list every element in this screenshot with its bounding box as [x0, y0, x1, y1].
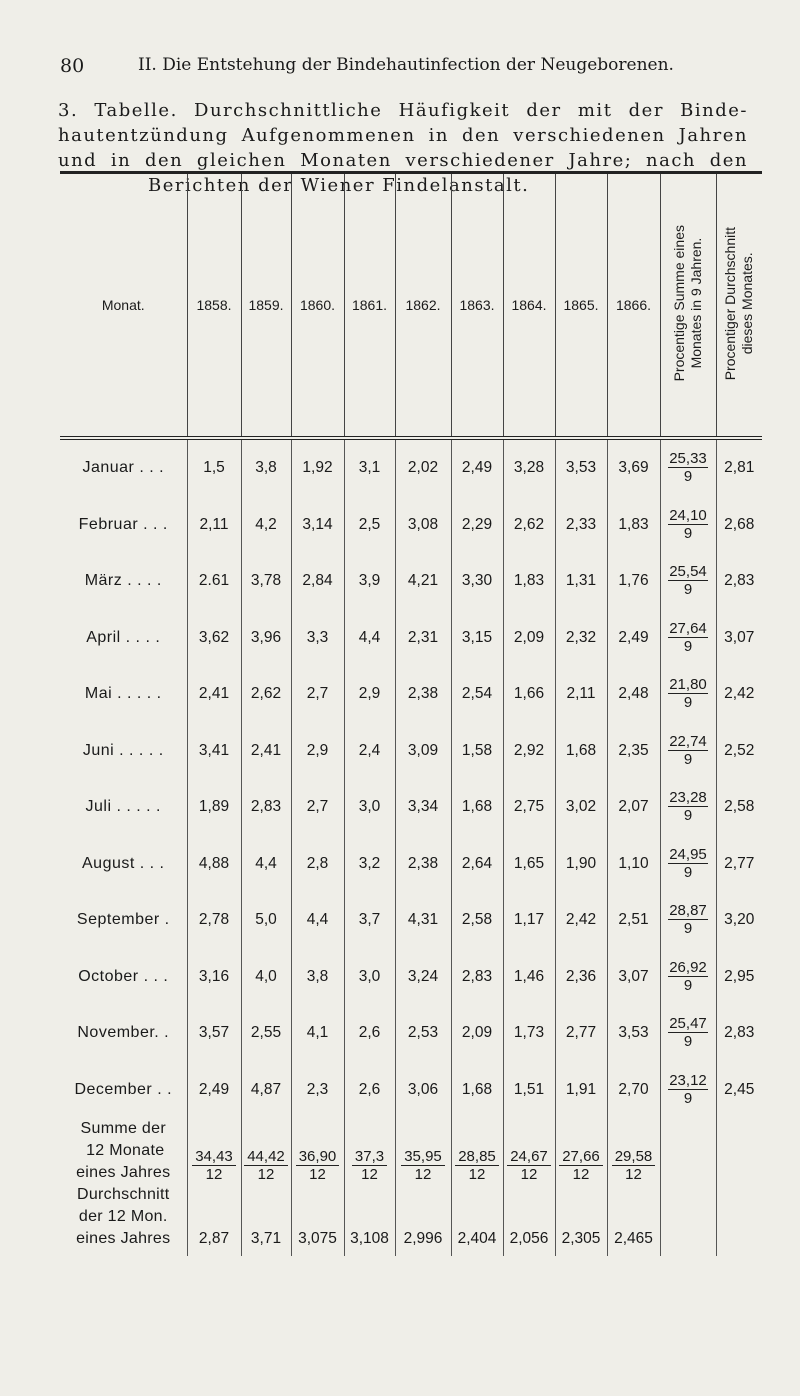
value-cell: 4,21	[395, 553, 451, 610]
value-cell: 2,78	[187, 892, 241, 949]
table-row	[60, 553, 762, 610]
value-cell: 2,41	[241, 723, 291, 780]
sum-fraction-cell	[660, 892, 716, 949]
sum-fraction	[668, 733, 708, 768]
value-cell: 2,8	[291, 836, 344, 893]
header-month-average	[716, 173, 762, 439]
value-cell: 3,0	[344, 779, 395, 836]
value-cell: 4,1	[291, 1005, 344, 1062]
value-cell: 5,0	[241, 892, 291, 949]
value-cell: 3,41	[187, 723, 241, 780]
value-cell: 2,07	[607, 779, 660, 836]
month-average-cell: 2,81	[716, 438, 762, 497]
value-cell: 2,49	[451, 438, 503, 497]
year-sum-cell	[395, 1118, 451, 1184]
value-cell: 4,87	[241, 1062, 291, 1119]
month-label: December . .	[74, 1080, 173, 1098]
value-cell: 1,73	[503, 1005, 555, 1062]
value-cell: 3,06	[395, 1062, 451, 1119]
year-sum-numerator: 36,90	[296, 1148, 340, 1166]
sum-label-line-1: Summe der	[80, 1120, 166, 1137]
sum-fraction-cell	[660, 497, 716, 554]
sum-denominator: 9	[683, 1033, 693, 1051]
sum-fraction	[668, 676, 708, 711]
sum-fraction	[668, 959, 708, 994]
year-sum-fraction	[455, 1148, 499, 1183]
year-sum-denominator: 12	[572, 1166, 590, 1183]
value-cell: 2,29	[451, 497, 503, 554]
year-sum-numerator: 29,58	[612, 1148, 656, 1166]
value-cell: 3,53	[555, 438, 607, 497]
avg-label-line-3: eines Jahres	[76, 1230, 171, 1247]
year-average-cell: 3,71	[241, 1184, 291, 1256]
value-cell: 2,11	[555, 666, 607, 723]
sum-numerator: 28,87	[669, 902, 707, 920]
year-sum-cell	[344, 1118, 395, 1184]
value-cell: 2,38	[395, 666, 451, 723]
value-cell: 1,5	[187, 438, 241, 497]
sum-numerator: 25,33	[669, 450, 707, 468]
month-average-cell: 3,07	[716, 610, 762, 667]
header-year: 1859.	[241, 173, 291, 439]
sum-denominator: 9	[683, 637, 693, 655]
year-sum-fraction	[244, 1148, 288, 1183]
sum-numerator: 24,10	[669, 506, 707, 524]
value-cell: 1,31	[555, 553, 607, 610]
sum-denominator: 9	[683, 581, 693, 599]
caption-line-4: Berichten der Wiener Findelanstalt.	[148, 175, 530, 196]
value-cell: 3,2	[344, 836, 395, 893]
value-cell: 4,4	[344, 610, 395, 667]
table-row	[60, 1005, 762, 1062]
value-cell: 2,38	[395, 836, 451, 893]
value-cell: 1,91	[555, 1062, 607, 1119]
value-cell: 2,84	[291, 553, 344, 610]
sum-denominator: 9	[683, 807, 693, 825]
value-cell: 2,64	[451, 836, 503, 893]
sum-numerator: 21,80	[669, 676, 707, 694]
year-average-cell: 2,87	[187, 1184, 241, 1256]
empty-cell	[660, 1184, 716, 1256]
value-cell: 3,7	[344, 892, 395, 949]
value-cell: 3,0	[344, 949, 395, 1006]
value-cell: 3,8	[291, 949, 344, 1006]
caption-line-2: hautentzündung Aufgenommenen in den verschiedenen Jahren	[58, 125, 748, 146]
value-cell: 2,53	[395, 1005, 451, 1062]
value-cell: 1,83	[503, 553, 555, 610]
year-sum-fraction	[559, 1148, 603, 1183]
year-sum-numerator: 44,42	[244, 1148, 288, 1166]
value-cell: 2,6	[344, 1005, 395, 1062]
month-label: October . . .	[78, 967, 169, 985]
month-label: August . . .	[82, 854, 165, 872]
sum-fraction	[668, 902, 708, 937]
sum-fraction	[668, 620, 708, 655]
year-average-cell: 2,996	[395, 1184, 451, 1256]
value-cell: 2,4	[344, 723, 395, 780]
sum-label-line-3: eines Jahres	[76, 1164, 171, 1181]
year-average-cell: 3,108	[344, 1184, 395, 1256]
value-cell: 2,58	[451, 892, 503, 949]
header-sum-line-1: Procentige Summe eines	[671, 225, 687, 382]
value-cell: 1,66	[503, 666, 555, 723]
value-cell: 4,31	[395, 892, 451, 949]
value-cell: 3,53	[607, 1005, 660, 1062]
header-avg-line-2: dieses Monates.	[739, 252, 756, 355]
value-cell: 1,76	[607, 553, 660, 610]
sum-fraction	[668, 1015, 708, 1050]
value-cell: 2,51	[607, 892, 660, 949]
sum-denominator: 9	[683, 976, 693, 994]
frequency-table	[60, 171, 762, 1256]
avg-label-line-2: der 12 Mon.	[78, 1208, 168, 1225]
sum-fraction-cell	[660, 610, 716, 667]
month-average-cell: 2,42	[716, 666, 762, 723]
year-sum-fraction	[192, 1148, 236, 1183]
month-average-cell: 3,20	[716, 892, 762, 949]
value-cell: 2,36	[555, 949, 607, 1006]
month-average-cell: 2,52	[716, 723, 762, 780]
value-cell: 2,75	[503, 779, 555, 836]
header-year: 1858.	[187, 173, 241, 439]
empty-cell	[716, 1118, 762, 1184]
value-cell: 3,96	[241, 610, 291, 667]
value-cell: 3,07	[607, 949, 660, 1006]
sum-fraction-cell	[660, 836, 716, 893]
value-cell: 1,65	[503, 836, 555, 893]
year-sum-denominator: 12	[257, 1166, 275, 1183]
year-sum-denominator: 12	[468, 1166, 486, 1183]
value-cell: 3,1	[344, 438, 395, 497]
year-sum-denominator: 12	[205, 1166, 223, 1183]
value-cell: 1,68	[555, 723, 607, 780]
year-average-cell: 2,056	[503, 1184, 555, 1256]
value-cell: 2,33	[555, 497, 607, 554]
header-year: 1865.	[555, 173, 607, 439]
value-cell: 2,02	[395, 438, 451, 497]
year-sum-numerator: 24,67	[507, 1148, 551, 1166]
value-cell: 2,55	[241, 1005, 291, 1062]
value-cell: 3,34	[395, 779, 451, 836]
table-row	[60, 1062, 762, 1119]
value-cell: 2,83	[451, 949, 503, 1006]
sum-fraction	[668, 789, 708, 824]
month-label: November. .	[77, 1024, 170, 1042]
sum-numerator: 26,92	[669, 958, 707, 976]
value-cell: 4,88	[187, 836, 241, 893]
empty-cell	[660, 1118, 716, 1184]
year-sum-cell	[291, 1118, 344, 1184]
sum-fraction	[668, 1072, 708, 1107]
month-label: April . . . .	[86, 628, 161, 646]
sum-numerator: 25,54	[669, 563, 707, 581]
value-cell: 3,9	[344, 553, 395, 610]
value-cell: 1,92	[291, 438, 344, 497]
header-year: 1861.	[344, 173, 395, 439]
sum-fraction-cell	[660, 438, 716, 497]
value-cell: 2,92	[503, 723, 555, 780]
value-cell: 3,69	[607, 438, 660, 497]
year-sum-fraction	[296, 1148, 340, 1183]
month-label: September .	[76, 911, 170, 929]
value-cell: 3,15	[451, 610, 503, 667]
sum-fraction	[668, 507, 708, 542]
sum-fraction-cell	[660, 1005, 716, 1062]
month-average-cell: 2,58	[716, 779, 762, 836]
header-year: 1860.	[291, 173, 344, 439]
header-month: Monat.	[60, 173, 187, 439]
sum-row	[60, 1118, 762, 1184]
empty-cell	[716, 1184, 762, 1256]
header-row	[60, 173, 762, 439]
value-cell: 1,10	[607, 836, 660, 893]
sum-denominator: 9	[683, 468, 693, 486]
value-cell: 2,32	[555, 610, 607, 667]
sum-denominator: 9	[683, 863, 693, 881]
sum-numerator: 23,12	[669, 1071, 707, 1089]
value-cell: 4,4	[241, 836, 291, 893]
sum-fraction-cell	[660, 1062, 716, 1119]
year-sum-cell	[241, 1118, 291, 1184]
sum-fraction-cell	[660, 949, 716, 1006]
sum-fraction-cell	[660, 666, 716, 723]
year-sum-numerator: 34,43	[192, 1148, 236, 1166]
value-cell: 2,49	[187, 1062, 241, 1119]
value-cell: 3,8	[241, 438, 291, 497]
value-cell: 2.61	[187, 553, 241, 610]
year-sum-cell	[451, 1118, 503, 1184]
sum-denominator: 9	[683, 524, 693, 542]
sum-numerator: 25,47	[669, 1015, 707, 1033]
value-cell: 3,24	[395, 949, 451, 1006]
value-cell: 2,09	[451, 1005, 503, 1062]
value-cell: 3,14	[291, 497, 344, 554]
value-cell: 1,17	[503, 892, 555, 949]
sum-fraction	[668, 563, 708, 598]
year-average-cell: 2,305	[555, 1184, 607, 1256]
value-cell: 3,30	[451, 553, 503, 610]
month-rows	[60, 438, 762, 1118]
value-cell: 2,77	[555, 1005, 607, 1062]
value-cell: 2,11	[187, 497, 241, 554]
value-cell: 1,68	[451, 1062, 503, 1119]
year-sum-numerator: 35,95	[401, 1148, 445, 1166]
value-cell: 2,7	[291, 666, 344, 723]
year-sum-denominator: 12	[625, 1166, 642, 1183]
value-cell: 2,5	[344, 497, 395, 554]
sum-fraction-cell	[660, 723, 716, 780]
sum-row-label	[60, 1118, 187, 1184]
month-label: März . . . .	[84, 572, 162, 590]
year-sum-denominator: 12	[361, 1166, 378, 1183]
sum-denominator: 9	[683, 1089, 693, 1107]
value-cell: 1,51	[503, 1062, 555, 1119]
table-row	[60, 949, 762, 1006]
average-row-label	[60, 1184, 187, 1256]
month-label: Juli . . . . .	[85, 798, 161, 816]
value-cell: 2,41	[187, 666, 241, 723]
value-cell: 4,0	[241, 949, 291, 1006]
value-cell: 3,62	[187, 610, 241, 667]
year-sum-numerator: 28,85	[455, 1148, 499, 1166]
value-cell: 4,4	[291, 892, 344, 949]
month-average-cell: 2,45	[716, 1062, 762, 1119]
year-sum-numerator: 27,66	[559, 1148, 603, 1166]
value-cell: 1,46	[503, 949, 555, 1006]
year-sum-fraction	[507, 1148, 551, 1183]
value-cell: 1,90	[555, 836, 607, 893]
sum-denominator: 9	[683, 694, 693, 712]
table-row	[60, 497, 762, 554]
year-sum-cell	[187, 1118, 241, 1184]
sum-numerator: 24,95	[669, 845, 707, 863]
year-sum-cell	[503, 1118, 555, 1184]
sum-fraction	[668, 846, 708, 881]
month-average-cell: 2,68	[716, 497, 762, 554]
month-average-cell: 2,83	[716, 1005, 762, 1062]
sum-numerator: 23,28	[669, 789, 707, 807]
sum-denominator: 9	[683, 920, 693, 938]
value-cell: 2,62	[503, 497, 555, 554]
year-average-cell: 3,075	[291, 1184, 344, 1256]
value-cell: 2,83	[241, 779, 291, 836]
header-sum-line-2: Monates in 9 Jahren.	[688, 238, 704, 369]
year-average-cell: 2,465	[607, 1184, 660, 1256]
month-label: Januar . . .	[82, 459, 165, 477]
header-year: 1863.	[451, 173, 503, 439]
sum-denominator: 9	[683, 750, 693, 768]
header-year: 1862.	[395, 173, 451, 439]
sum-label-line-2: 12 Monate	[86, 1142, 165, 1159]
year-sum-cell	[607, 1118, 660, 1184]
sum-fraction-cell	[660, 553, 716, 610]
value-cell: 1,68	[451, 779, 503, 836]
value-cell: 2,9	[291, 723, 344, 780]
value-cell: 2,3	[291, 1062, 344, 1119]
value-cell: 4,2	[241, 497, 291, 554]
year-sum-cell	[555, 1118, 607, 1184]
sum-fraction-cell	[660, 779, 716, 836]
header-year: 1864.	[503, 173, 555, 439]
value-cell: 1,58	[451, 723, 503, 780]
value-cell: 3,16	[187, 949, 241, 1006]
month-label: Februar . . .	[78, 515, 168, 533]
year-sum-fraction	[352, 1148, 387, 1183]
value-cell: 2,31	[395, 610, 451, 667]
value-cell: 2,7	[291, 779, 344, 836]
running-head: II. Die Entstehung der Bindehautinfection der Neugeborenen.	[138, 55, 674, 75]
header-sum-nine-years	[660, 173, 716, 439]
year-average-cell: 2,404	[451, 1184, 503, 1256]
value-cell: 2,54	[451, 666, 503, 723]
sum-fraction	[668, 450, 708, 485]
value-cell: 2,9	[344, 666, 395, 723]
value-cell: 2,48	[607, 666, 660, 723]
value-cell: 2,42	[555, 892, 607, 949]
table-row	[60, 779, 762, 836]
table-row	[60, 610, 762, 667]
year-sum-denominator: 12	[414, 1166, 432, 1183]
year-sum-fraction	[612, 1148, 656, 1183]
value-cell: 3,57	[187, 1005, 241, 1062]
month-average-cell: 2,77	[716, 836, 762, 893]
year-sum-fraction	[401, 1148, 445, 1183]
table-row	[60, 438, 762, 497]
caption-line-1: 3. Tabelle. Durchschnittliche Häufigkeit der mit der Binde-	[58, 100, 748, 121]
value-cell: 3,08	[395, 497, 451, 554]
avg-label-line-1: Durchschnitt	[76, 1186, 170, 1203]
header-year: 1866.	[607, 173, 660, 439]
value-cell: 2,09	[503, 610, 555, 667]
table-row	[60, 723, 762, 780]
value-cell: 2,49	[607, 610, 660, 667]
value-cell: 3,09	[395, 723, 451, 780]
value-cell: 3,02	[555, 779, 607, 836]
page-header	[48, 55, 740, 85]
value-cell: 3,28	[503, 438, 555, 497]
value-cell: 2,62	[241, 666, 291, 723]
value-cell: 3,3	[291, 610, 344, 667]
year-sum-denominator: 12	[520, 1166, 538, 1183]
table-row	[60, 666, 762, 723]
year-sum-numerator: 37,3	[352, 1148, 387, 1166]
value-cell: 2,70	[607, 1062, 660, 1119]
table-row	[60, 892, 762, 949]
month-average-cell: 2,95	[716, 949, 762, 1006]
year-sum-denominator: 12	[309, 1166, 326, 1183]
sum-numerator: 22,74	[669, 732, 707, 750]
average-row	[60, 1184, 762, 1256]
sum-numerator: 27,64	[669, 619, 707, 637]
month-label: Mai . . . . .	[84, 685, 162, 703]
caption-line-3: und in den gleichen Monaten verschiedener Jahre; nach den	[58, 150, 748, 171]
value-cell: 2,35	[607, 723, 660, 780]
value-cell: 1,83	[607, 497, 660, 554]
page-number: 80	[60, 55, 85, 77]
month-label: Juni . . . . .	[82, 741, 164, 759]
value-cell: 3,78	[241, 553, 291, 610]
header-avg-line-1: Procentiger Durchschnitt	[722, 226, 739, 381]
month-average-cell: 2,83	[716, 553, 762, 610]
value-cell: 2,6	[344, 1062, 395, 1119]
table-row	[60, 836, 762, 893]
value-cell: 1,89	[187, 779, 241, 836]
